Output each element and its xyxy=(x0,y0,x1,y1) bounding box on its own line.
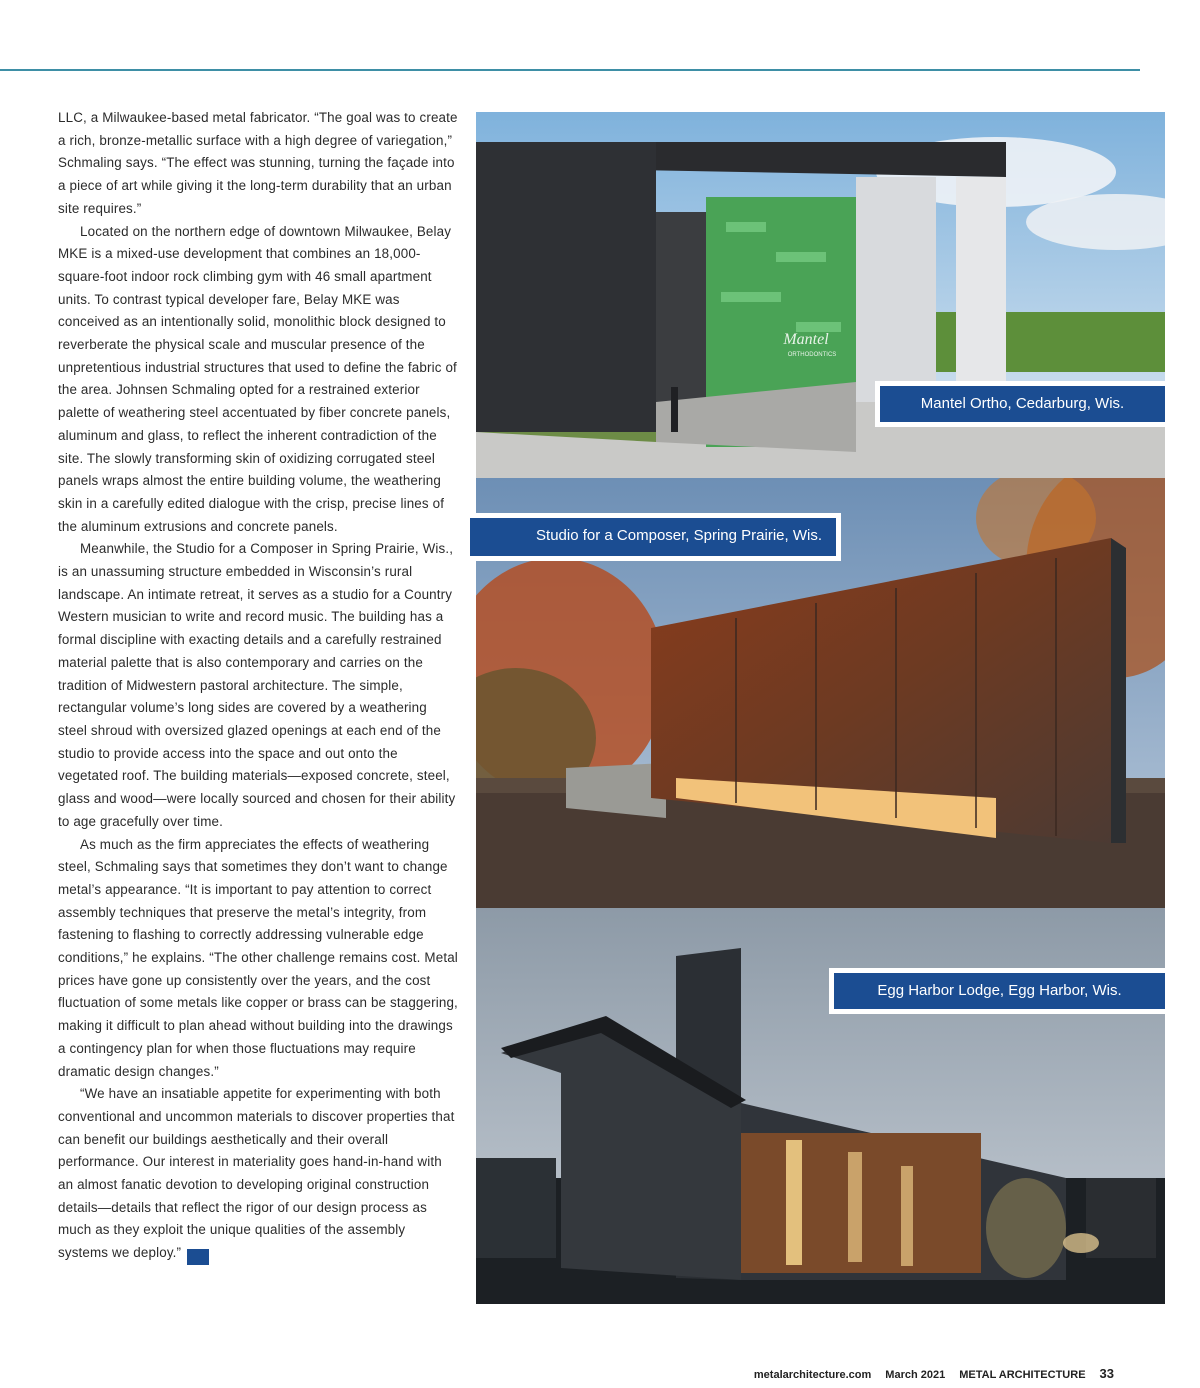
header-rule xyxy=(0,69,1140,71)
article-paragraph-2: Located on the northern edge of downtown Milwaukee, Belay MKE is a mixed-use development that combines an 18,000-square-foot indoor rock climbing gym with 46 small apartment units. To contrast typical developer fare, Belay MKE was conceived as an intentionally solid, monolithic block designed to reverberate the physical scale and muscular presence of the unpretentious industrial structures that used to define the fabric of the area. Johnsen Schmaling opted for a restrained exterior palette of weathering steel accentuated by fiber concrete panels, aluminum and glass, to reflect the inherent contradiction of the site. The slowly transforming skin of oxidizing corrugated steel panels wraps almost the entire building volume, the weathering skin in a carefully edited dialogue with the crisp, precise lines of the aluminum extrusions and concrete panels. xyxy=(58,223,457,534)
page-number: 33 xyxy=(1099,1366,1114,1381)
footer-magazine: METAL ARCHITECTURE xyxy=(959,1369,1086,1381)
caption-studio-composer: Studio for a Composer, Spring Prairie, Wis. xyxy=(470,513,841,561)
article-paragraph-5 xyxy=(58,1083,458,1265)
mantel-sign: Mantel xyxy=(783,331,829,348)
article-paragraph-5-text: “We have an insatiable appetite for experimenting with both conventional and uncommon materials to discover properties that can benefit our buildings aesthetically and their overall performance. Our interest in materiality goes hand-in-hand with an almost fanatic devotion to developing original construction details—details that reflect the rigor of our design process as much as they exploit the unique qualities of the assembly systems we deploy.” xyxy=(58,1086,455,1261)
footer-website: metalarchitecture.com xyxy=(753,1369,872,1381)
end-mark-logo: MA xyxy=(187,1249,209,1265)
page-footer xyxy=(740,1366,1114,1382)
article-paragraph-4: As much as the firm appreciates the effects of weathering steel, Schmaling says that sometimes they don’t want to change metal’s appearance. “It is important to pay attention to correct assembly techniques that preserve the metal’s integrity, from fastening to flashing to correctly addressing vulnerable edge conditions,” he explains. “The other challenge remains cost. Metal prices have gone up consistently over the years, and the cost fluctuation of some metals like copper or brass can be staggering, making it difficult to plan ahead without building into the drawings a contingency plan for when those fluctuations may require dramatic design changes.” xyxy=(58,836,458,1079)
article-paragraph-3: Meanwhile, the Studio for a Composer in Spring Prairie, Wis., is an unassuming structure embedded in Wisconsin’s rural landscape. An intimate retreat, it serves as a studio for a Country Western musician to write and record music. The building has a formal discipline with exacting details and a carefully restrained material palette that is also contemporary and carries on the tradition of Midwestern pastoral architecture. The simple, rectangular volume’s long sides are covered by a weathering steel shroud with oversized glazed openings at each end of the studio to provide access into the space and out onto the vegetated roof. The building materials—exposed concrete, steel, glass and wood—were locally sourced and chosen for their ability to age gracefully over time. xyxy=(58,541,456,829)
footer-issue: March 2021 xyxy=(885,1369,946,1381)
caption-egg-harbor-lodge: Egg Harbor Lodge, Egg Harbor, Wis. xyxy=(829,968,1165,1014)
caption-mantel-ortho: Mantel Ortho, Cedarburg, Wis. xyxy=(875,381,1165,427)
mantel-sign-sub: ORTHODONTICS xyxy=(787,352,837,358)
article-body xyxy=(58,107,458,1265)
article-paragraph-1: LLC, a Milwaukee-based metal fabricator. “The goal was to create a rich, bronze-metallic surface with a high degree of variegation,” Schmaling says. “The effect was stunning, turning the façade into a piece of art while giving it the long-term durability that an urban site requires.” xyxy=(58,110,458,216)
